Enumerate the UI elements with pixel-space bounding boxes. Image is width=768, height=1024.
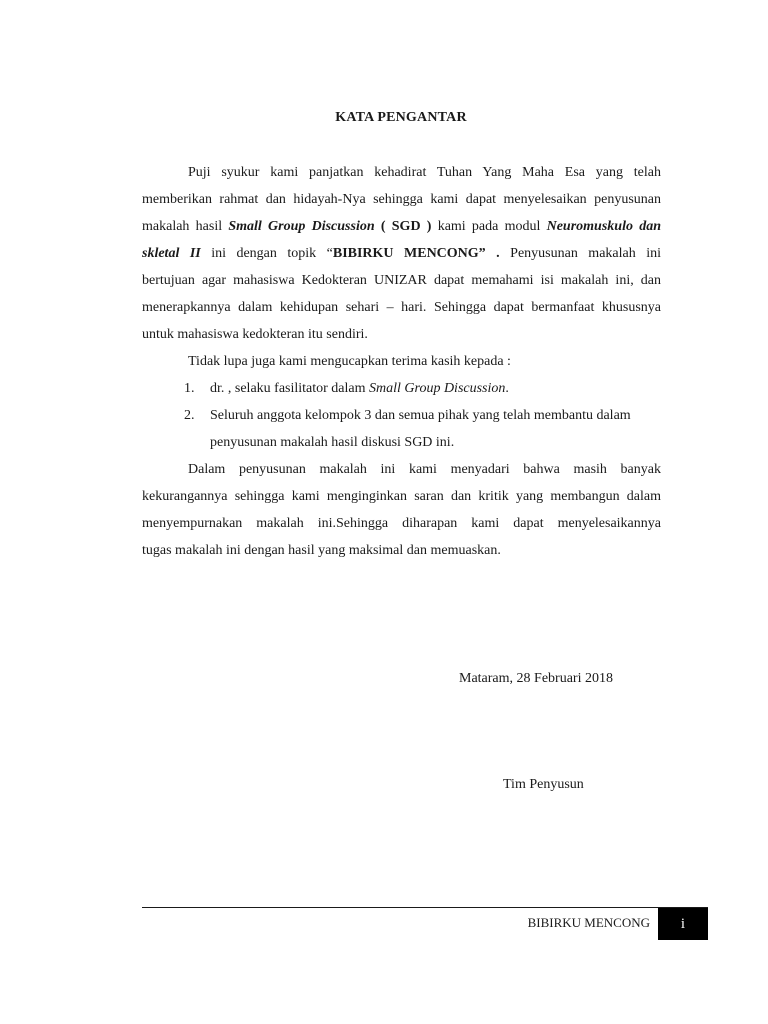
list-item-period: . xyxy=(505,381,509,396)
para1-line4-text-d: Penyusunan makalah ini xyxy=(499,246,661,261)
page-number-badge xyxy=(658,908,708,940)
para3-line3 xyxy=(142,510,661,537)
page-title: KATA PENGANTAR xyxy=(335,110,467,125)
list-item-number: 1. xyxy=(184,381,195,396)
list-item-text-line2: penyusunan makalah hasil diskusi SGD ini. xyxy=(210,435,455,450)
footer-divider xyxy=(142,907,708,908)
para1-line2-text: memberikan rahmat dan hidayah-Nya sehingga kami dapat menyelesaikan penyusunan xyxy=(142,192,661,207)
sgd-abbrev: ( SGD ) xyxy=(374,219,432,234)
para1-line7-text: untuk mahasiswa kedokteran itu sendiri. xyxy=(142,327,368,342)
author-signature: Tim Penyusun xyxy=(503,777,584,792)
para1-line1 xyxy=(142,159,661,186)
para1-line5 xyxy=(142,267,661,294)
list-item-italic-text: Small Group Discussion xyxy=(369,381,506,396)
para1-line4 xyxy=(142,240,661,267)
para1-line6 xyxy=(142,294,661,321)
para1-line3 xyxy=(142,213,661,240)
footer-title: BIBIRKU MENCONG xyxy=(527,915,650,930)
list-item-number: 2. xyxy=(184,408,195,423)
para1-line4-text-b: ini dengan topik “ xyxy=(200,246,333,261)
para1-line5-text: bertujuan agar mahasiswa Kedokteran UNIZAR dapat memahami isi makalah ini, dan xyxy=(142,273,661,288)
module-name-part2: skletal II xyxy=(142,246,201,261)
para3-line4 xyxy=(142,537,661,564)
para3-line2 xyxy=(142,483,661,510)
list-item xyxy=(142,375,661,402)
list-item xyxy=(142,402,661,456)
para1-line3-text-a: makalah hasil xyxy=(142,219,229,234)
thanks-list xyxy=(142,375,661,456)
module-name-part1: Neuromuskulo dan xyxy=(546,219,661,234)
list-item-text: dr. , selaku fasilitator dalam xyxy=(210,381,370,396)
para1-line3-text-d: kami pada modul xyxy=(431,219,547,234)
para1-line2 xyxy=(142,186,661,213)
topic-name: BIBIRKU MENCONG” . xyxy=(332,246,500,261)
para1-line7 xyxy=(142,321,661,348)
page-number: i xyxy=(680,916,686,932)
para1-line1-text: Puji syukur kami panjatkan kehadirat Tuhan Yang Maha Esa yang telah xyxy=(188,165,661,180)
para3-line1 xyxy=(142,456,661,483)
para3-line3-text: menyempurnakan makalah ini.Sehingga diharapan kami dapat menyelesaikannya xyxy=(142,516,661,531)
para3-line4-text: tugas makalah ini dengan hasil yang maksimal dan memuaskan. xyxy=(142,543,501,558)
para2-intro-text: Tidak lupa juga kami mengucapkan terima kasih kepada : xyxy=(188,354,511,369)
para2-intro xyxy=(142,348,661,375)
sgd-term: Small Group Discussion xyxy=(228,219,375,234)
document-body xyxy=(142,159,661,564)
para3-line1-text: Dalam penyusunan makalah ini kami menyadari bahwa masih banyak xyxy=(188,462,661,477)
para3-line2-text: kekurangannya sehingga kami menginginkan saran dan kritik yang membangun dalam xyxy=(142,489,661,504)
para1-line6-text: menerapkannya dalam kehidupan sehari – hari. Sehingga dapat bermanfaat khususnya xyxy=(142,300,661,315)
list-item-text-line1: Seluruh anggota kelompok 3 dan semua pihak yang telah membantu dalam xyxy=(210,408,631,423)
place-date: Mataram, 28 Februari 2018 xyxy=(459,671,613,686)
